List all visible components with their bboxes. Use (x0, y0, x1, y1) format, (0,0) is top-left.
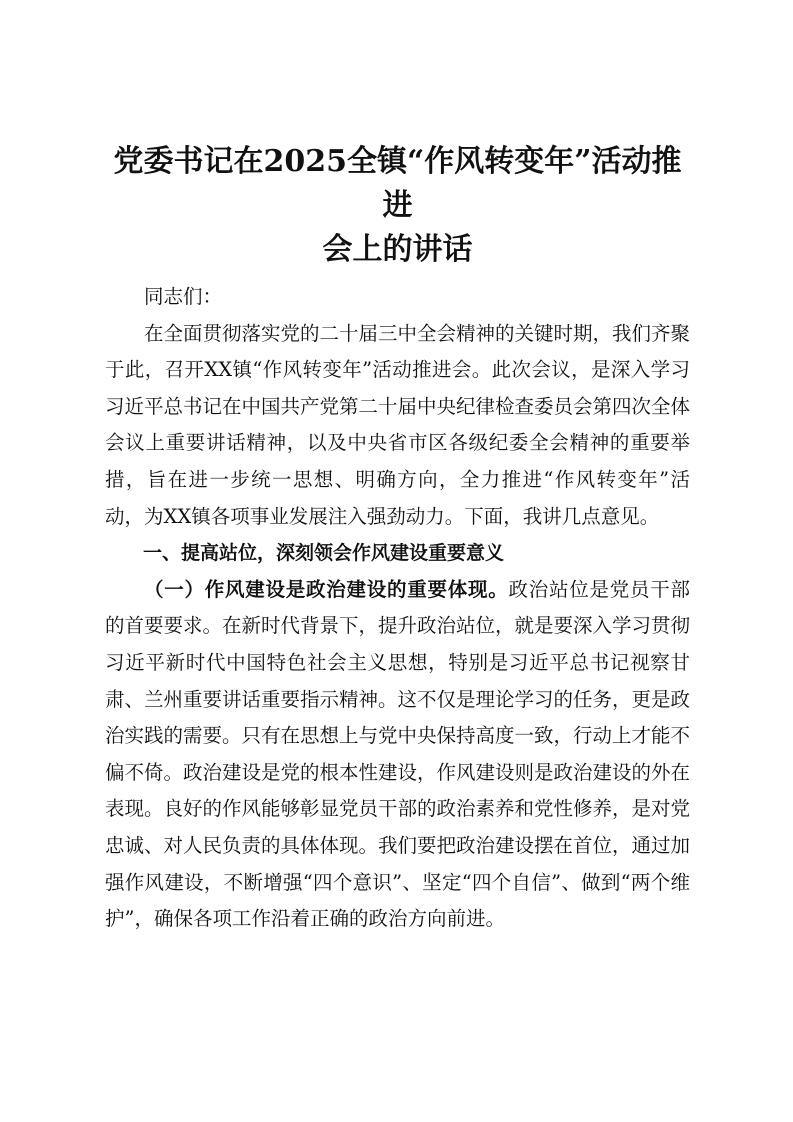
salutation: 同志们： (144, 285, 223, 308)
title-line-2: 会上的讲话 (322, 232, 473, 267)
subsection-heading-1: （一）作风建设是政治建设的重要体现。 (144, 577, 509, 601)
document-body (105, 140, 690, 938)
document-title (105, 140, 690, 272)
intro-paragraph: 在全面贯彻落实党的二十届三中全会精神的关键时期，我们齐聚于此，召开XX镇“作风转变年”活动推进会。此次会议，是深入学习习近平总书记在中国共产党第二十届中央纪律检查委员会第四次全体会议上重要讲话精神，以及中央省市区各级纪委全会精神的重要举措，旨在进一步统一思想、明确方向，全力推进“作风转变年”活动，为XX镇各项事业发展注入强劲动力。下面，我讲几点意见。 (105, 321, 691, 528)
subsection-body-1: 政治站位是党员干部的首要要求。在新时代背景下，提升政治站位，就是要深入学习贯彻习近平新时代中国特色社会主义思想，特别是习近平总书记视察甘肃、兰州重要讲话重要指示精神。这不仅是理论学习的任务，更是政治实践的需要。只有在思想上与党中央保持高度一致，行动上才能不偏不倚。政治建设是党的根本性建设，作风建设则是政治建设的外在表现。良好的作风能够彰显党员干部的政治素养和党性修养，是对党忠诚、对人民负责的具体体现。我们要把政治建设摆在首位，通过加强作风建设，不断增强“四个意识”、坚定“四个自信”、做到“两个维护”，确保各项工作沿着正确的政治方向前进。 (105, 577, 691, 931)
subsection-paragraph-1 (105, 572, 690, 938)
title-line-1: 党委书记在2025全镇“作风转变年”活动推进 (113, 144, 682, 223)
section-heading-1: 一、提高站位，深刻领会作风建设重要意义 (143, 542, 505, 565)
